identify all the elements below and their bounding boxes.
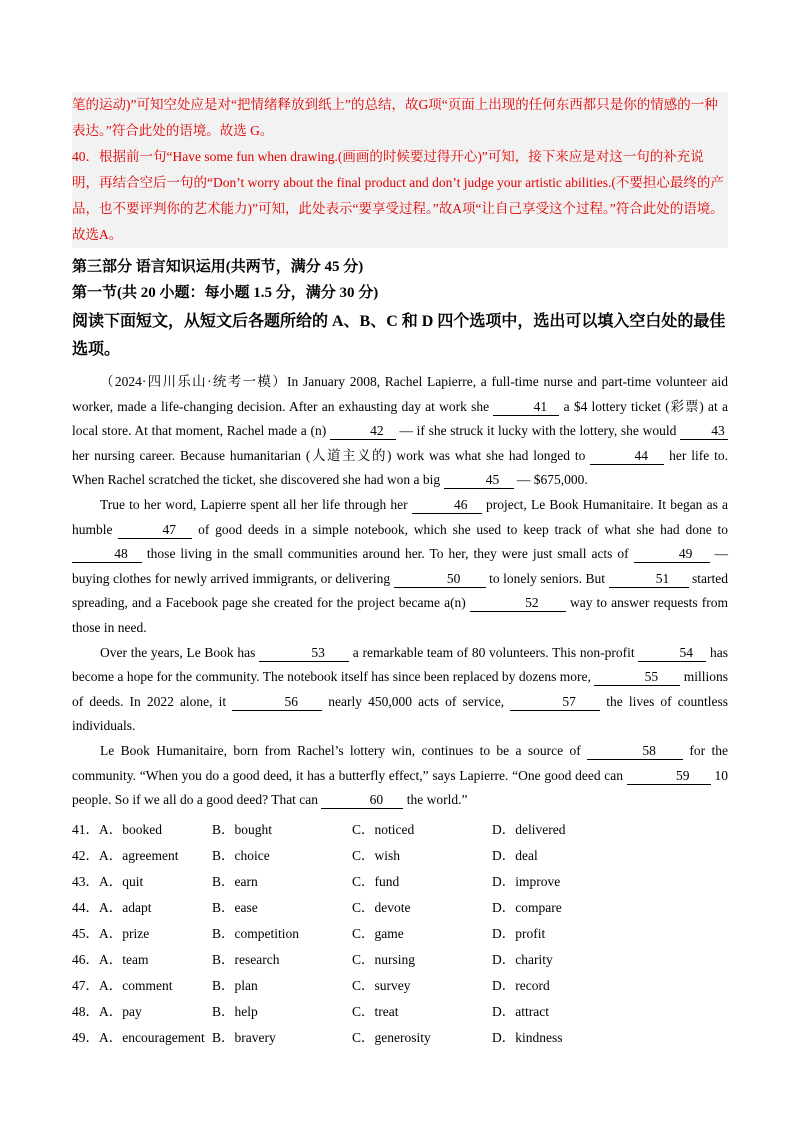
blank-57: 57 [510,694,600,711]
blank-59: 59 [627,768,711,785]
instruction: 阅读下面短文，从短文后各题所给的 A、B、C 和 D 四个选项中，选出可以填入空白处的最佳选项。 [72,313,726,358]
passage-paragraph: Over the years, Le Book has 53 a remarkable team of 80 volunteers. This non-profit 54 has become a hope for the community. The notebook itself has since been replaced by dozens more, 55 millions of deeds. In 2022 alone, it 56 nearly 450,000 acts of service, 57 the lives of countless individuals. [72,644,728,734]
blank-58: 58 [587,743,683,760]
passage [72,370,728,813]
explanation-39: 笔的运动)”可知空处应是对“把情绪释放到纸上”的总结，故G项“页面上出现的任何东西都只是你的情感的一种表达。”符合此处的语境。故选 G。 [72,97,718,138]
option-row-43: 43．A．quit B．earn C．fund D．improve [72,873,561,889]
option-row-48: 48．A．pay B．help C．treat D．attract [72,1003,549,1019]
blank-50: 50 [394,571,486,588]
blank-43: 43 [680,423,728,440]
blank-47: 47 [118,522,192,539]
passage-paragraph: （2024·四川乐山·统考一模）In January 2008, Rachel Lapierre, a full-time nurse and part-time volunteer aid worker, made a life-changing decision. After an exhausting day at work she 41 a $4 lottery ticket (彩票) at a local store. At that moment, Rachel made a (n) 42 — if she struck it lucky with the lottery, she would 43 her nursing career. Because humanitarian (人道主义的) work was what she had longed to 44 her life to. When Rachel scratched the ticket, she discovered she had won a big 45 — $675,000. [72,374,728,488]
blank-48: 48 [72,546,142,563]
blank-49: 49 [634,546,710,563]
blank-51: 51 [609,571,689,588]
blank-55: 55 [594,669,680,686]
passage-paragraph: True to her word, Lapierre spent all her life through her 46 project, Le Book Humanitaire. It began as a humble 47 of good deeds in a simple notebook, which she used to keep track of what she had done to 48 those living in the small communities around her. To her, they were just small acts of 49 — buying clothes for newly arrived immigrants, or delivering 50 to lonely seniors. But 51 started spreading, and a Facebook page she created for the project became a(n) 52 way to answer requests from those in need. [72,496,728,635]
option-row-45: 45．A．prize B．competition C．game D．profit [72,925,546,941]
blank-46: 46 [412,497,482,514]
explanation-40: 40．根据前一句“Have some fun when drawing.(画画的时候要过得开心)”可知，接下来应是对这一句的补充说明，再结合空后一句的“Don’t worry about the final product and don’t judge your artistic abilities.(不要担心最终的产品，也不要评判你的艺术能力)”可知，此处表示“要享受过程。”故A项“让自己享受这个过程。”符合此处的语境。故选A。 [72,149,724,242]
blank-44: 44 [590,448,664,465]
document-page [72,92,728,1051]
option-row-42: 42．A．agreement B．choice C．wish D．deal [72,847,538,863]
blank-45: 45 [444,472,514,489]
blank-60: 60 [321,792,403,809]
option-row-44: 44．A．adapt B．ease C．devote D．compare [72,899,562,915]
option-row-41: 41．A．booked B．bought C．noticed D．delivered [72,821,566,837]
section-title: 第一节(共 20 小题：每小题 1.5 分，满分 30 分) [72,285,379,301]
blank-42: 42 [330,423,396,440]
answer-explanation [72,92,728,248]
part-title: 第三部分 语言知识运用(共两节，满分 45 分) [72,259,364,275]
blank-53: 53 [259,645,349,662]
option-row-49: 49．A．encouragement B．bravery C．generosity D．kindness [72,1029,563,1045]
blank-54: 54 [638,645,706,662]
blank-56: 56 [232,694,322,711]
passage-paragraph: Le Book Humanitaire, born from Rachel’s lottery win, continues to be a source of 58 for the community. “When you do a good deed, it has a butterfly effect,” says Lapierre. “One good deed can 59 10 people. So if we all do a good deed? That can 60 the world.” [72,742,728,808]
options-list [72,817,728,1051]
blank-41: 41 [493,399,559,416]
option-row-47: 47．A．comment B．plan C．survey D．record [72,977,550,993]
option-row-46: 46．A．team B．research C．nursing D．charity [72,951,553,967]
blank-52: 52 [470,595,566,612]
